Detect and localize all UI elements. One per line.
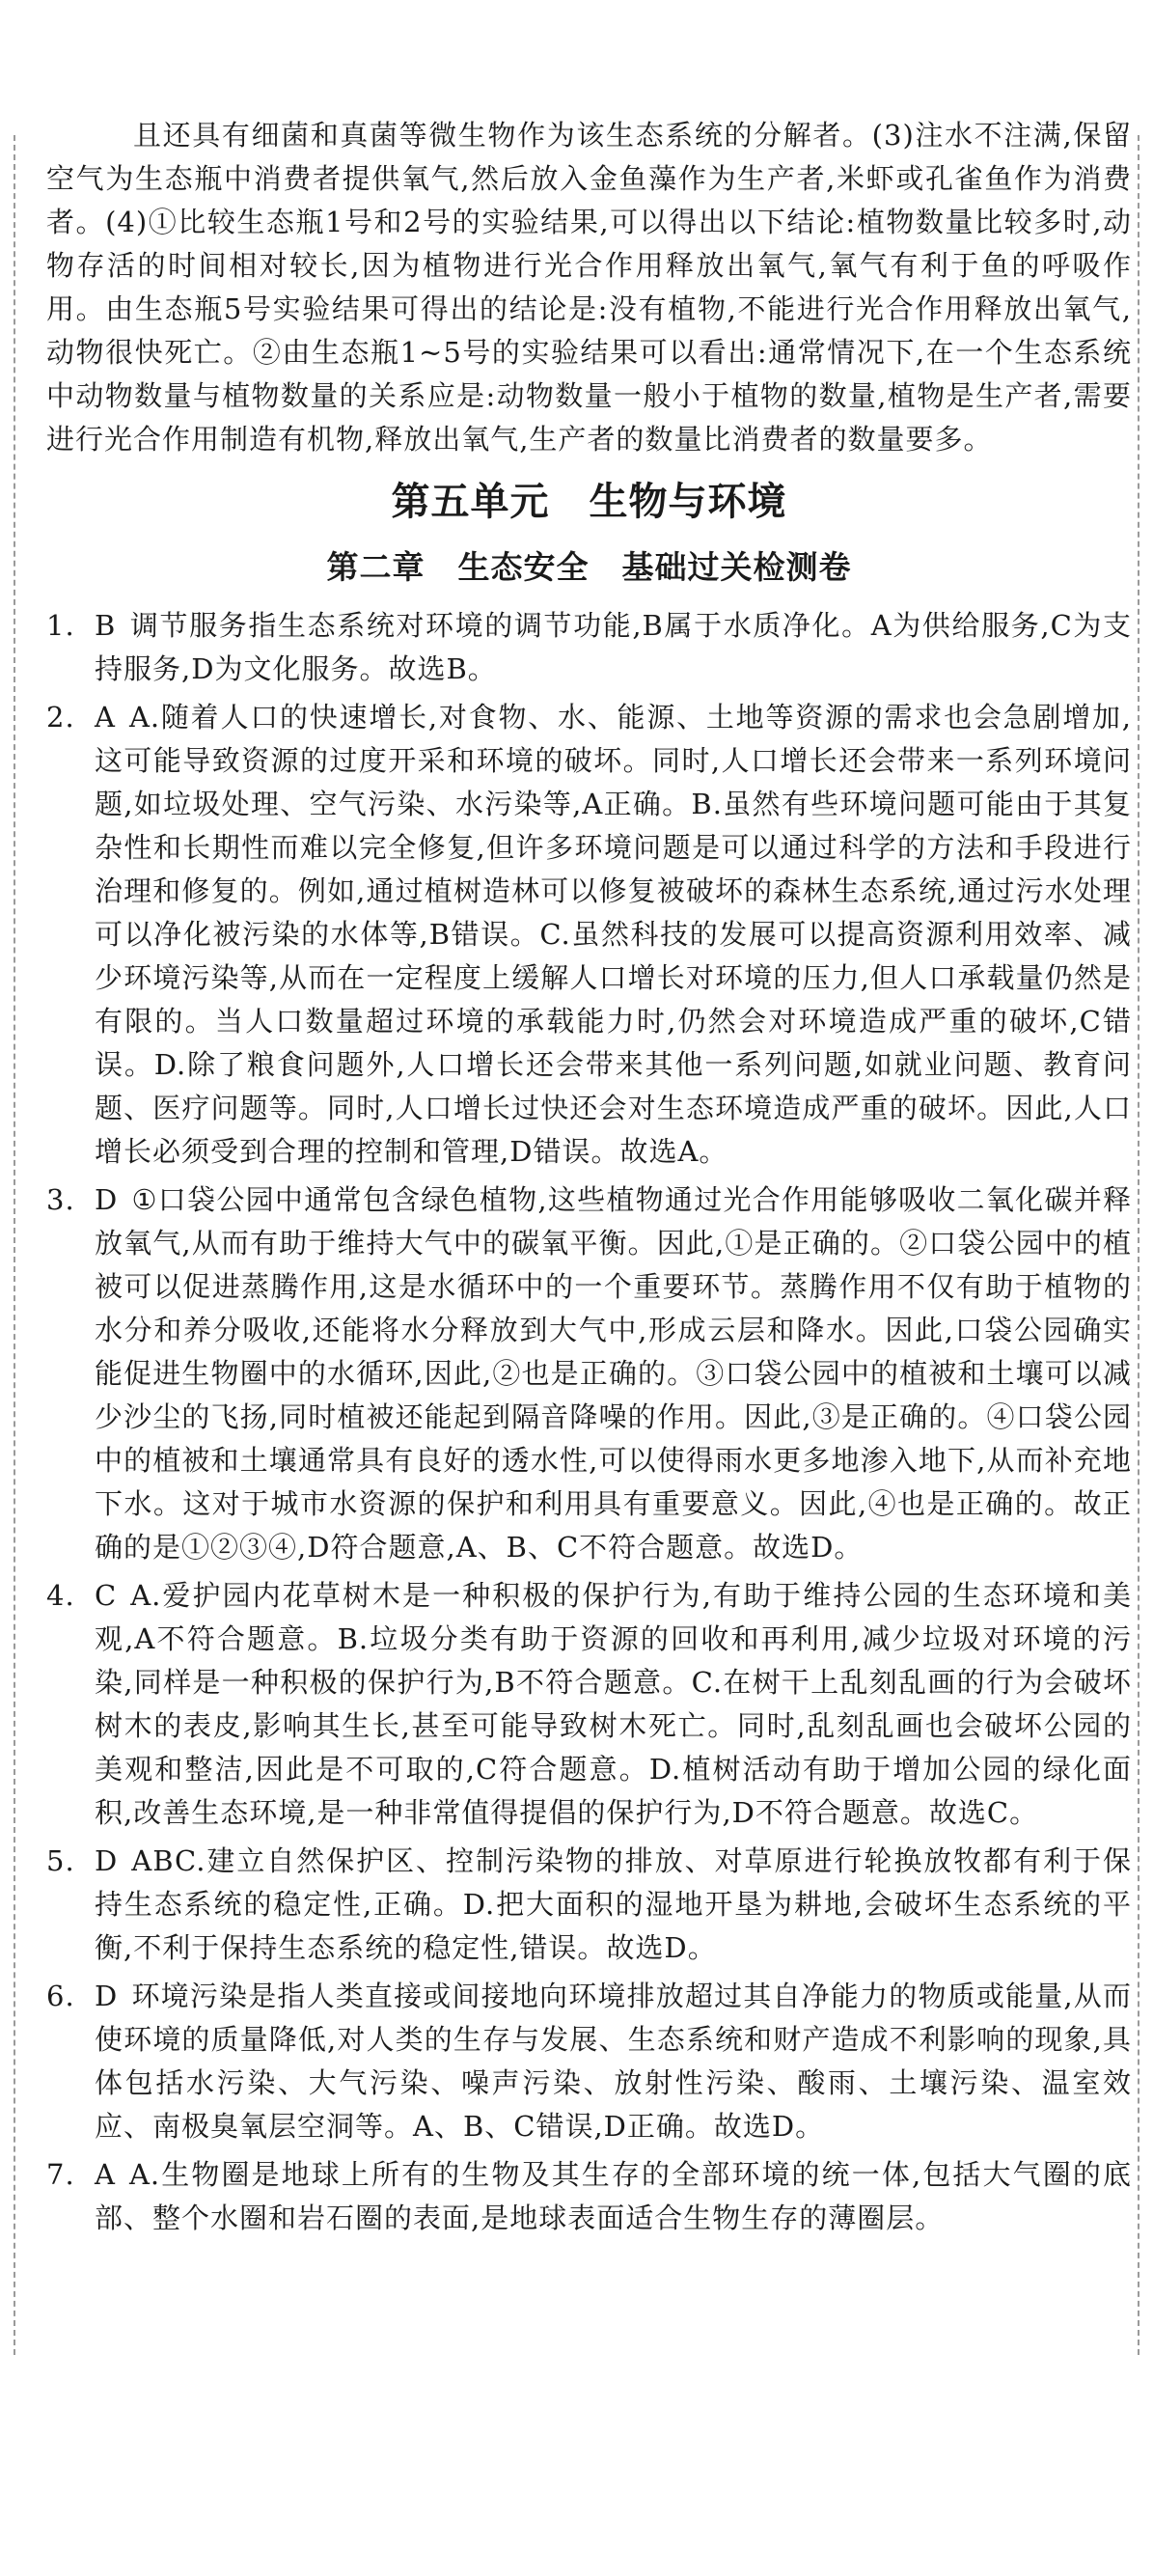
- question-number: 3.: [46, 1183, 75, 1216]
- answer-item: [46, 696, 1132, 1174]
- question-number: 4.: [46, 1579, 75, 1612]
- answer-explanation: ①口袋公园中通常包含绿色植物,这些植物通过光合作用能够吸收二氧化碳并释放氧气,从而有助于维持大气中的碳氧平衡。因此,①是正确的。②口袋公园中的植被可以促进蒸腾作用,这是水循环中的一个重要环节。蒸腾作用不仅有助于植物的水分和养分吸收,还能将水分释放到大气中,形成云层和降水。因此,口袋公园确实能促进生物圈中的水循环,因此,②也是正确的。③口袋公园中的植被和土壤可以减少沙尘的飞扬,同时植被还能起到隔音降噪的作用。因此,③是正确的。④口袋公园中的植被和土壤通常具有良好的透水性,可以使得雨水更多地渗入地下,从而补充地下水。这对于城市水资源的保护和利用具有重要意义。因此,④也是正确的。故正确的是①②③④,D符合题意,A、B、C不符合题意。故选D。: [95, 1183, 1132, 1564]
- answer-item: [46, 604, 1132, 691]
- answer-choice: D: [95, 1183, 119, 1216]
- binding-margin-right: [1138, 135, 1139, 2355]
- answer-item: [46, 1178, 1132, 1569]
- intro-paragraph: 且还具有细菌和真菌等微生物作为该生态系统的分解者。(3)注水不注满,保留空气为生态瓶中消费者提供氧气,然后放入金鱼藻作为生产者,米虾或孔雀鱼作为消费者。(4)①比较生态瓶1号和2号的实验结果,可以得出以下结论:植物数量比较多时,动物存活的时间相对较长,因为植物进行光合作用释放出氧气,氧气有利于鱼的呼吸作用。由生态瓶5号实验结果可得出的结论是:没有植物,不能进行光合作用释放出氧气,动物很快死亡。②由生态瓶1~5号的实验结果可以看出:通常情况下,在一个生态系统中动物数量与植物数量的关系应是:动物数量一般小于植物的数量,植物是生产者,需要进行光合作用制造有机物,释放出氧气,生产者的数量比消费者的数量要多。: [46, 119, 1132, 456]
- answer-explanation: 环境污染是指人类直接或间接地向环境排放超过其自净能力的物质或能量,从而使环境的质量降低,对人类的生存与发展、生态系统和财产造成不利影响的现象,具体包括水污染、大气污染、噪声污染、放射性污染、酸雨、土壤污染、温室效应、南极臭氧层空洞等。A、B、C错误,D正确。故选D。: [95, 1980, 1132, 2143]
- question-number: 5.: [46, 1844, 75, 1877]
- answer-item: [46, 1574, 1132, 1835]
- answer-choice: D: [95, 1980, 119, 2012]
- answer-explanation: ABC.建立自然保护区、控制污染物的排放、对草原进行轮换放牧都有利于保持生态系统的稳定性,正确。D.把大面积的湿地开垦为耕地,会破坏生态系统的平衡,不利于保持生态系统的稳定性,错误。故选D。: [95, 1844, 1132, 1964]
- answer-item: [46, 1840, 1132, 1970]
- answer-explanation: 调节服务指生态系统对环境的调节功能,B属于水质净化。A为供给服务,C为支持服务,D为文化服务。故选B。: [95, 609, 1132, 685]
- answer-explanation: A.爱护园内花草树木是一种积极的保护行为,有助于维持公园的生态环境和美观,A不符合题意。B.垃圾分类有助于资源的回收和再利用,减少垃圾对环境的污染,同样是一种积极的保护行为,B不符合题意。C.在树干上乱刻乱画的行为会破坏树木的表皮,影响其生长,甚至可能导致树木死亡。同时,乱刻乱画也会破坏公园的美观和整洁,因此是不可取的,C符合题意。D.植树活动有助于增加公园的绿化面积,改善生态环境,是一种非常值得提倡的保护行为,D不符合题意。故选C。: [95, 1579, 1132, 1829]
- answer-explanation: A.随着人口的快速增长,对食物、水、能源、土地等资源的需求也会急剧增加,这可能导致资源的过度开采和环境的破坏。同时,人口增长还会带来一系列环境问题,如垃圾处理、空气污染、水污染等,A正确。B.虽然有些环境问题可能由于其复杂性和长期性而难以完全修复,但许多环境问题是可以通过科学的方法和手段进行治理和修复的。例如,通过植树造林可以修复被破坏的森林生态系统,通过污水处理可以净化被污染的水体等,B错误。C.虽然科技的发展可以提高资源利用效率、减少环境污染等,从而在一定程度上缓解人口增长对环境的压力,但人口承载量仍然是有限的。当人口数量超过环境的承载能力时,仍然会对环境造成严重的破坏,C错误。D.除了粮食问题外,人口增长还会带来其他一系列问题,如就业问题、教育问题、医疗问题等。同时,人口增长过快还会对生态环境造成严重的破坏。因此,人口增长必须受到合理的控制和管理,D错误。故选A。: [95, 701, 1132, 1168]
- answer-sheet: [46, 114, 1132, 2245]
- chapter-title: 第二章 生态安全 基础过关检测卷: [326, 548, 852, 586]
- question-number: 6.: [46, 1980, 75, 2012]
- question-number: 7.: [46, 2158, 75, 2191]
- answer-explanation: A.生物圈是地球上所有的生物及其生存的全部环境的统一体,包括大气圈的底部、整个水圈和岩石圈的表面,是地球表面适合生物生存的薄圈层。: [95, 2158, 1132, 2234]
- answer-choice: D: [95, 1844, 119, 1877]
- answer-choice: A: [95, 701, 116, 734]
- answer-choice: B: [95, 609, 117, 642]
- answer-item: [46, 1975, 1132, 2148]
- unit-title: 第五单元 生物与环境: [391, 480, 787, 524]
- answer-item: [46, 2153, 1132, 2240]
- binding-margin-left: [14, 135, 15, 2355]
- answer-choice: A: [95, 2158, 116, 2191]
- question-number: 1.: [46, 609, 75, 642]
- answer-choice: C: [95, 1579, 118, 1612]
- question-number: 2.: [46, 701, 75, 734]
